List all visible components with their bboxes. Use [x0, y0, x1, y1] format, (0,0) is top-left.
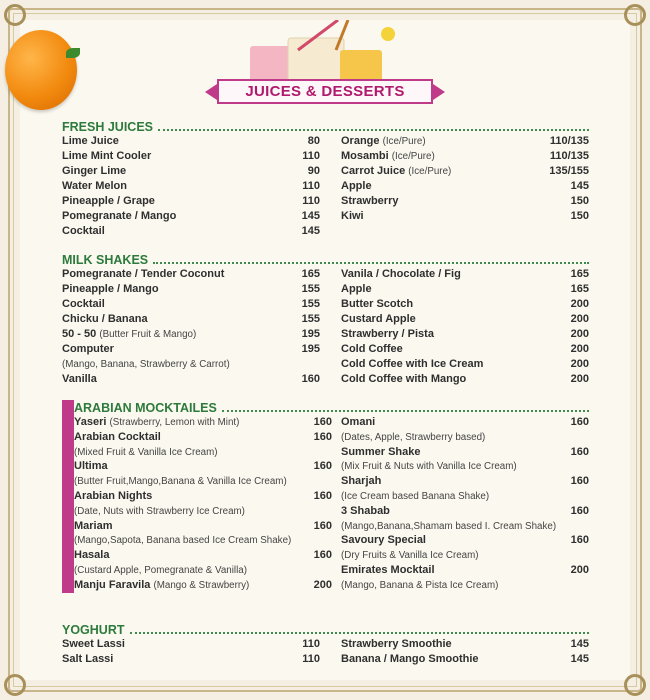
item-name: Vanila / Chocolate / Fig — [341, 268, 461, 280]
menu-item — [341, 445, 589, 460]
item-name: Butter Scotch — [341, 298, 414, 310]
item-note: (Dry Fruits & Vanilla Ice Cream) — [341, 550, 479, 562]
item-price: 195 — [301, 328, 320, 340]
section-columns — [62, 134, 589, 239]
section-title: FRESH JUICES — [62, 120, 153, 134]
item-name: Mosambi — [341, 150, 389, 162]
section-columns — [62, 637, 589, 667]
menu-item — [74, 519, 332, 534]
corner-ornament-icon — [4, 4, 26, 26]
item-price: 165 — [570, 283, 589, 295]
menu-item-name-group — [62, 327, 196, 342]
item-price: 150 — [570, 195, 589, 207]
item-price: 160 — [570, 504, 589, 517]
menu-item-description — [341, 548, 589, 563]
item-name: Pineapple / Mango — [62, 283, 159, 295]
menu-item-name-group — [341, 430, 485, 445]
item-price: 160 — [301, 373, 320, 385]
menu-item-name-group — [341, 179, 372, 194]
item-price: 110/135 — [549, 135, 589, 147]
item-name: Cold Coffee with Ice Cream — [341, 358, 484, 370]
item-price: 200 — [570, 313, 589, 325]
menu-item — [341, 149, 589, 164]
corner-ornament-icon — [4, 674, 26, 696]
menu-item — [62, 297, 320, 312]
item-name: Emirates Mocktail — [341, 563, 435, 576]
menu-item — [62, 652, 320, 667]
section-arabian-mocktailes — [62, 400, 589, 593]
orange-fruit-image — [5, 30, 77, 110]
menu-item — [62, 224, 320, 239]
menu-item — [341, 267, 589, 282]
section-title: ARABIAN MOCKTAILES — [74, 401, 217, 415]
item-price: 110/135 — [549, 150, 589, 162]
menu-item — [62, 194, 320, 209]
menu-item — [62, 372, 320, 387]
menu-item-name-group — [62, 224, 105, 239]
menu-item-name-group — [341, 652, 479, 667]
item-name: Summer Shake — [341, 445, 421, 458]
menu-item — [341, 357, 589, 372]
menu-item-name-group — [341, 164, 451, 179]
menu-item — [341, 194, 589, 209]
menu-item-name-group — [341, 489, 489, 504]
item-name: Cocktail — [62, 225, 105, 237]
menu-item-description — [74, 504, 332, 519]
item-price: 155 — [301, 283, 320, 295]
item-price: 135/155 — [549, 165, 589, 177]
menu-item-name-group — [341, 459, 517, 474]
item-note: (Custard Apple, Pomegranate & Vanilla) — [74, 564, 247, 576]
menu-item-description — [74, 533, 332, 548]
item-price: 160 — [313, 549, 332, 562]
item-name: Apple — [341, 180, 372, 192]
item-note: (Mango,Banana,Shamam based I. Cream Shake) — [341, 520, 557, 532]
menu-item — [341, 209, 589, 224]
menu-item — [62, 209, 320, 224]
menu-item-name-group — [341, 563, 435, 578]
item-name: Cold Coffee with Mango — [341, 373, 467, 385]
item-name: Water Melon — [62, 180, 127, 192]
menu-item-name-group — [62, 209, 176, 224]
item-name: Orange — [341, 135, 380, 147]
item-name: Mariam — [74, 519, 113, 532]
item-price: 195 — [301, 343, 320, 355]
menu-item-name-group — [62, 149, 151, 164]
menu-item-name-group — [74, 548, 109, 563]
item-price: 160 — [570, 445, 589, 458]
menu-item-description — [74, 563, 332, 578]
menu-item-name-group — [341, 327, 434, 342]
item-name: Chicku / Banana — [62, 313, 148, 325]
menu-item-description — [74, 474, 332, 489]
item-name: Carrot Juice — [341, 165, 406, 177]
item-price: 90 — [307, 165, 320, 177]
item-name: Ultima — [74, 460, 108, 473]
menu-item-name-group — [341, 415, 375, 430]
dotted-leader — [222, 410, 589, 412]
section-columns — [74, 415, 589, 593]
section-fresh-juices — [62, 119, 589, 239]
menu-item-name-group — [62, 357, 230, 372]
item-price: 110 — [302, 638, 320, 650]
title-banner — [180, 79, 470, 104]
item-name: Lime Mint Cooler — [62, 150, 152, 162]
item-name: Pomegranate / Tender Coconut — [62, 268, 225, 280]
item-note: (Mix Fruit & Nuts with Vanilla Ice Cream) — [341, 461, 517, 473]
menu-column-left — [62, 267, 320, 387]
item-price: 80 — [307, 135, 320, 147]
item-name: Strawberry / Pista — [341, 328, 434, 340]
menu-item-name-group — [341, 372, 466, 387]
menu-item-name-group — [341, 194, 398, 209]
menu-item — [341, 372, 589, 387]
menu-item-name-group — [62, 267, 224, 282]
menu-item — [341, 637, 589, 652]
item-price: 160 — [313, 416, 332, 428]
item-note: (Ice Cream based Banana Shake) — [341, 490, 490, 502]
section-title: MILK SHAKES — [62, 253, 149, 267]
menu-item-name-group — [341, 637, 452, 652]
item-name: Sweet Lassi — [62, 638, 125, 650]
item-price: 200 — [570, 343, 589, 355]
item-name: Apple — [341, 283, 372, 295]
menu-item-name-group — [62, 194, 155, 209]
item-price: 200 — [570, 298, 589, 310]
item-price: 200 — [570, 358, 589, 370]
menu-item — [74, 489, 332, 504]
juice-glasses-image — [248, 20, 408, 82]
item-price: 145 — [301, 210, 320, 222]
menu-item-name-group — [62, 297, 105, 312]
menu-item-name-group — [74, 474, 287, 489]
item-name: Custard Apple — [341, 313, 416, 325]
menu-item-name-group — [62, 372, 97, 387]
item-price: 160 — [570, 416, 589, 428]
menu-item — [341, 563, 589, 578]
menu-item — [62, 282, 320, 297]
menu-item — [341, 652, 589, 667]
menu-item-name-group — [74, 445, 218, 460]
item-note: (Butter Fruit & Mango) — [99, 329, 197, 340]
menu-item — [62, 164, 320, 179]
item-note: (Dates, Apple, Strawberry based) — [341, 431, 486, 443]
menu-item — [341, 474, 589, 489]
item-note: (Butter Fruit,Mango,Banana & Vanilla Ice Cream) — [74, 476, 287, 488]
item-name: Savoury Special — [341, 534, 426, 547]
menu-item — [341, 504, 589, 519]
menu-item-name-group — [74, 504, 245, 519]
menu-item-name-group — [341, 282, 372, 297]
item-price: 200 — [570, 563, 589, 576]
section-header — [62, 622, 589, 637]
item-name: Arabian Nights — [74, 489, 153, 502]
item-note: (Mango, Banana, Strawberry & Carrot) — [62, 359, 230, 370]
menu-column-right — [341, 637, 589, 667]
menu-item-name-group — [62, 637, 125, 652]
menu-item-description — [62, 357, 320, 372]
menu-item-name-group — [341, 149, 435, 164]
menu-item-name-group — [74, 533, 291, 548]
menu-item-description — [341, 430, 589, 445]
menu-item-description — [341, 578, 589, 593]
menu-item-name-group — [341, 578, 498, 593]
menu-column-left — [74, 415, 332, 593]
page-title: JUICES & DESSERTS — [217, 79, 432, 104]
item-name: Hasala — [74, 549, 110, 562]
item-name: Omani — [341, 416, 376, 428]
menu-item — [341, 297, 589, 312]
menu-item-name-group — [62, 652, 113, 667]
menu-column-right — [341, 415, 589, 593]
menu-item-description — [341, 459, 589, 474]
menu-item — [74, 459, 332, 474]
item-name: Ginger Lime — [62, 165, 127, 177]
section-yoghurt — [62, 622, 589, 667]
item-name: Sharjah — [341, 475, 382, 488]
banner-arrow-left-icon — [205, 84, 217, 100]
menu-item — [62, 637, 320, 652]
menu-item-name-group — [341, 445, 420, 460]
menu-item — [341, 134, 589, 149]
item-price: 110 — [302, 180, 320, 192]
menu-item-name-group — [341, 342, 403, 357]
item-name: Salt Lassi — [62, 653, 114, 665]
item-name: Manju Faravila — [74, 578, 151, 591]
menu-column-left — [62, 637, 320, 667]
menu-item-description — [341, 519, 589, 534]
menu-item — [62, 267, 320, 282]
item-name: Arabian Cocktail — [74, 430, 161, 443]
item-price: 145 — [570, 638, 589, 650]
menu-item-name-group — [341, 134, 426, 149]
item-note: (Mixed Fruit & Vanilla Ice Cream) — [74, 446, 218, 458]
dotted-leader — [130, 632, 590, 634]
menu-item — [341, 282, 589, 297]
menu-item-name-group — [74, 415, 239, 430]
menu-item — [341, 312, 589, 327]
item-note: (Mango & Strawberry) — [153, 579, 250, 591]
item-price: 160 — [313, 519, 332, 532]
menu-item — [62, 134, 320, 149]
section-header — [62, 252, 589, 267]
item-name: Cocktail — [62, 298, 105, 310]
item-price: 200 — [570, 328, 589, 340]
item-price: 160 — [570, 475, 589, 488]
menu-item — [62, 342, 320, 357]
section-milk-shakes — [62, 252, 589, 387]
item-price: 110 — [302, 150, 320, 162]
item-note: (Ice/Pure) — [391, 151, 435, 162]
item-price: 145 — [301, 225, 320, 237]
menu-item-name-group — [74, 578, 249, 593]
item-price: 110 — [302, 195, 320, 207]
section-title: YOGHURT — [62, 623, 125, 637]
item-name: Strawberry — [341, 195, 399, 207]
item-price: 155 — [301, 298, 320, 310]
menu-item — [62, 312, 320, 327]
item-name: Vanilla — [62, 373, 97, 385]
item-name: Banana / Mango Smoothie — [341, 653, 479, 665]
menu-item — [62, 149, 320, 164]
item-name: Computer — [62, 343, 114, 355]
menu-item-name-group — [62, 282, 159, 297]
menu-item-description — [74, 445, 332, 460]
menu-item-name-group — [62, 342, 114, 357]
item-note: (Ice/Pure) — [408, 166, 452, 177]
menu-item-name-group — [341, 504, 390, 519]
item-name: 50 - 50 — [62, 328, 97, 340]
item-price: 160 — [313, 430, 332, 443]
menu-column-right — [341, 134, 589, 239]
menu-item — [62, 179, 320, 194]
item-name: Strawberry Smoothie — [341, 638, 452, 650]
item-price: 160 — [570, 534, 589, 547]
item-price: 145 — [570, 653, 589, 665]
item-price: 200 — [313, 578, 332, 591]
section-header — [62, 119, 589, 134]
menu-item-name-group — [341, 474, 381, 489]
menu-item — [341, 533, 589, 548]
menu-item-name-group — [341, 533, 426, 548]
item-price: 160 — [313, 460, 332, 473]
item-price: 155 — [301, 313, 320, 325]
menu-item-name-group — [74, 459, 108, 474]
item-name: Cold Coffee — [341, 343, 403, 355]
item-note: (Strawberry, Lemon with Mint) — [109, 417, 240, 428]
menu-column-left — [62, 134, 320, 239]
menu-item — [74, 430, 332, 445]
menu-item-name-group — [74, 430, 161, 445]
menu-item — [341, 179, 589, 194]
item-price: 150 — [570, 210, 589, 222]
item-price: 200 — [570, 373, 589, 385]
menu-item-name-group — [74, 519, 113, 534]
item-price: 165 — [570, 268, 589, 280]
item-price: 160 — [313, 489, 332, 502]
menu-item-name-group — [341, 267, 461, 282]
menu-item-name-group — [62, 134, 119, 149]
menu-item-name-group — [62, 312, 148, 327]
menu-item — [341, 415, 589, 430]
menu-item-name-group — [74, 489, 152, 504]
menu-item-name-group — [341, 548, 479, 563]
item-note: (Mango,Sapota, Banana based Ice Cream Shake) — [74, 535, 292, 547]
menu-item — [341, 342, 589, 357]
item-name: Pineapple / Grape — [62, 195, 155, 207]
item-name: 3 Shabab — [341, 504, 390, 517]
section-columns — [62, 267, 589, 387]
menu-item-name-group — [62, 164, 126, 179]
menu-column-right — [341, 267, 589, 387]
item-note: (Ice/Pure) — [382, 136, 426, 147]
item-price: 110 — [302, 653, 320, 665]
corner-ornament-icon — [624, 674, 646, 696]
item-name: Kiwi — [341, 210, 364, 222]
menu-item-name-group — [341, 519, 556, 534]
dotted-leader — [153, 262, 589, 264]
corner-ornament-icon — [624, 4, 646, 26]
orange-leaf-icon — [66, 48, 80, 58]
menu-item-name-group — [341, 297, 413, 312]
item-price: 145 — [570, 180, 589, 192]
item-name: Yaseri — [74, 416, 107, 428]
menu-item-name-group — [341, 312, 416, 327]
menu-item — [62, 327, 320, 342]
menu-item — [341, 327, 589, 342]
banner-arrow-right-icon — [433, 84, 445, 100]
dotted-leader — [158, 129, 589, 131]
item-name: Pomegranate / Mango — [62, 210, 177, 222]
item-note: (Date, Nuts with Strawberry Ice Cream) — [74, 505, 245, 517]
menu-item — [74, 548, 332, 563]
menu-item — [74, 415, 332, 430]
item-note: (Mango, Banana & Pista Ice Cream) — [341, 579, 499, 591]
menu-item-name-group — [74, 563, 247, 578]
menu-item-description — [341, 489, 589, 504]
item-name: Lime Juice — [62, 135, 119, 147]
menu-item — [341, 164, 589, 179]
menu-item-name-group — [62, 179, 127, 194]
menu-item-name-group — [341, 209, 364, 224]
section-header — [74, 400, 589, 415]
menu-item-name-group — [341, 357, 483, 372]
item-price: 165 — [301, 268, 320, 280]
menu-item — [74, 578, 332, 593]
